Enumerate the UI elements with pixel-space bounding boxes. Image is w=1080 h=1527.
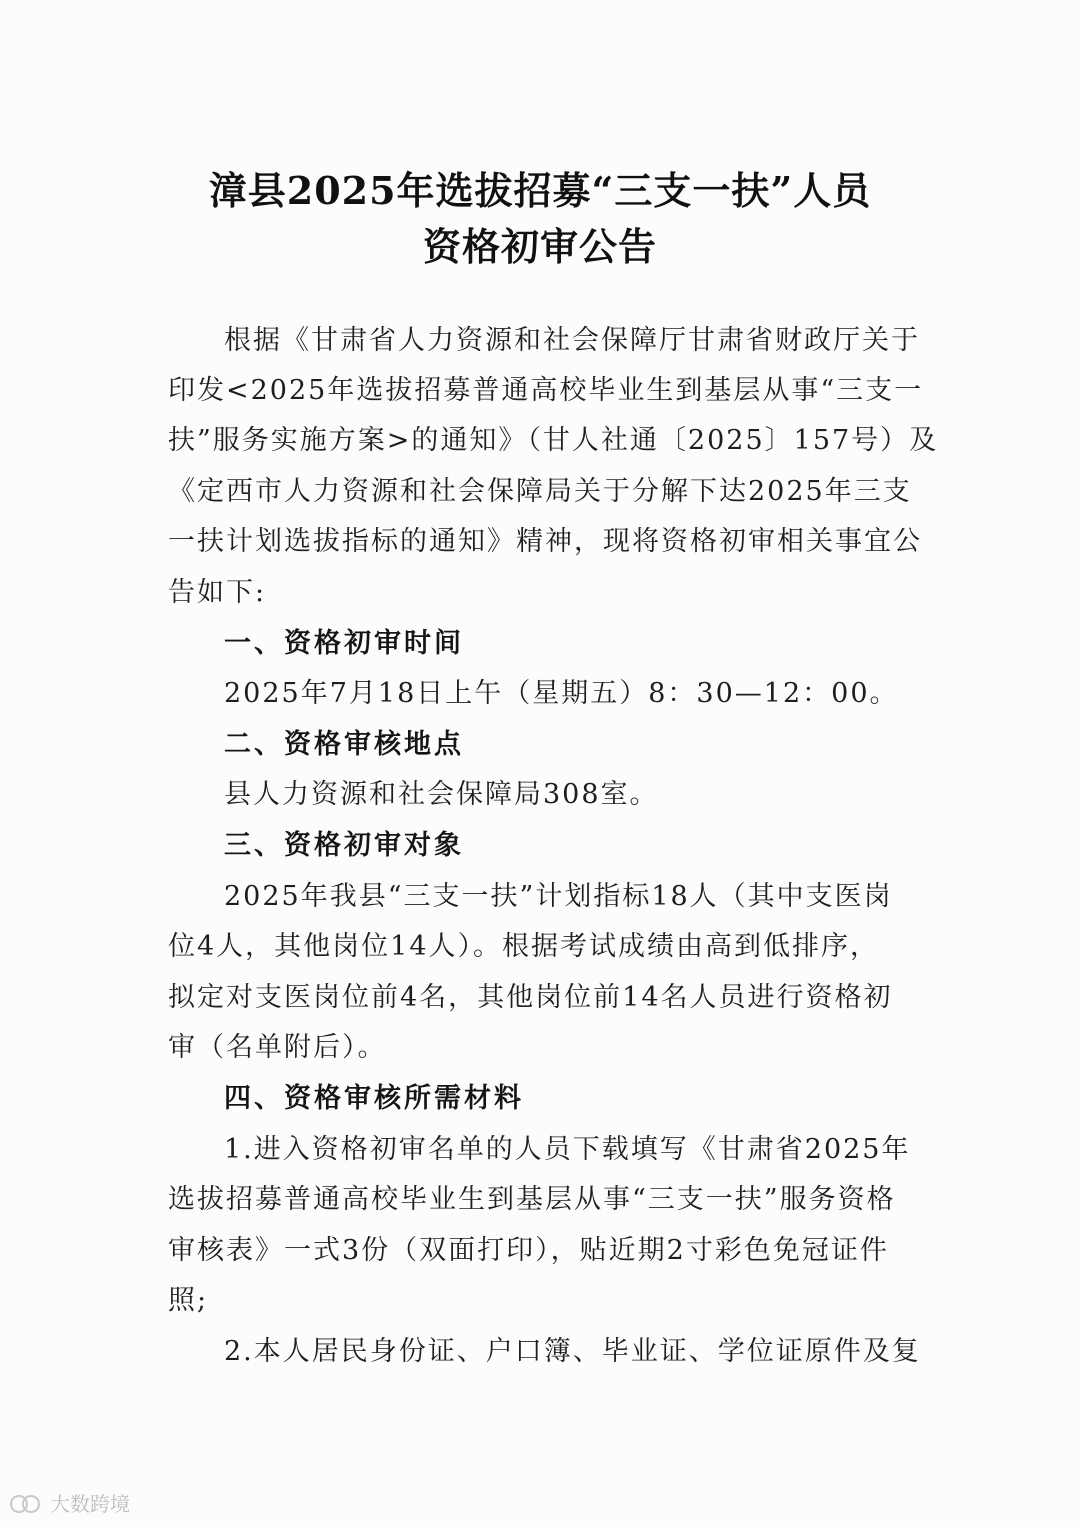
paragraph-line: 照; xyxy=(168,1285,209,1316)
section-heading: 三、资格初审对象 xyxy=(224,830,464,861)
paragraph-line: 根据《甘肃省人力资源和社会保障厅甘肃省财政厅关于 xyxy=(224,325,920,356)
paragraph-line: 拟定对支医岗位前4名，其他岗位前14名人员进行资格初 xyxy=(168,982,893,1013)
watermark xyxy=(10,1488,130,1517)
paragraph-line: 审核表》一式3份（双面打印），贴近期2寸彩色免冠证件 xyxy=(168,1235,889,1266)
document-title-line-1: 漳县2025年选拔招募“三支一扶”人员 xyxy=(208,168,872,213)
paragraph-line: 扶”服务实施方案>的通知》（甘人社通〔2025〕157号）及 xyxy=(168,425,939,456)
paragraph-line: 1.进入资格初审名单的人员下载填写《甘肃省2025年 xyxy=(224,1134,911,1165)
paragraph-line: 告如下: xyxy=(168,577,267,608)
paragraph-line: 印发<2025年选拔招募普通高校毕业生到基层从事“三支一 xyxy=(168,375,924,406)
paragraph-line: 选拔招募普通高校毕业生到基层从事“三支一扶”服务资格 xyxy=(168,1184,896,1215)
section-heading: 四、资格审核所需材料 xyxy=(224,1083,524,1114)
paragraph-line: 2.本人居民身份证、户口簿、毕业证、学位证原件及复 xyxy=(224,1336,921,1367)
paragraph-line: 县人力资源和社会保障局308室。 xyxy=(224,779,659,810)
section-heading: 二、资格审核地点 xyxy=(224,729,464,760)
document-title-line-2: 资格初审公告 xyxy=(422,224,657,269)
link-rings-icon xyxy=(10,1492,44,1514)
paragraph-line: 一扶计划选拔指标的通知》精神，现将资格初审相关事宜公 xyxy=(168,526,922,557)
watermark-text: 大数跨境 xyxy=(50,1492,130,1516)
paragraph-line: 审（名单附后）。 xyxy=(168,1032,387,1063)
paragraph-line: 2025年我县“三支一扶”计划指标18人（其中支医岗 xyxy=(224,881,893,912)
paragraph-line: 《定西市人力资源和社会保障局关于分解下达2025年三支 xyxy=(168,476,912,507)
paragraph-line: 2025年7月18日上午（星期五）8：30—12：00。 xyxy=(224,678,899,709)
section-heading: 一、资格初审时间 xyxy=(224,628,464,659)
paragraph-line: 位4人，其他岗位14人）。根据考试成绩由高到低排序， xyxy=(168,931,880,962)
